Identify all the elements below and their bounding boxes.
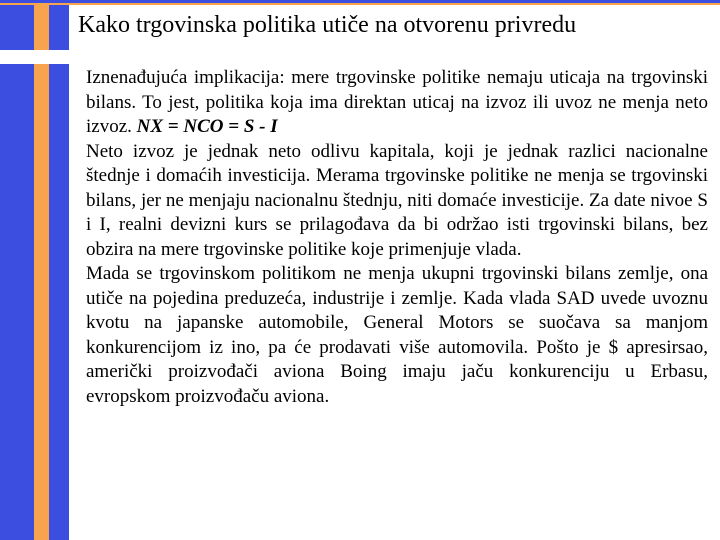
slide-body bbox=[86, 66, 708, 409]
paragraph-implication bbox=[86, 66, 708, 140]
top-border-orange bbox=[0, 3, 720, 5]
formula-nx-nco: NX = NCO = S - I bbox=[136, 116, 278, 137]
paragraph-trade-policy-effects: Mada se trgovinskom politikom ne menja ukupni trgovinski bilans zemlje, ona utiče na pojedina preduzeća, industrije i zemlje. Kada vlada SAD uvede uvoznu kvotu na japanske automobile, General Motors se suočava sa manjom konkurencijom iz ino, pa će prodavati više automovila. Pošto je $ apresirsao, američki proizvođači aviona Boing imaju jaču konkurenciju u Erbasu, evropskom proizvođaču aviona. bbox=[86, 263, 708, 407]
slide-title: Kako trgovinska politika utiče na otvorenu privredu bbox=[78, 12, 577, 38]
left-accent-bar-orange bbox=[34, 0, 49, 540]
left-accent-bar-blue-inner bbox=[49, 0, 69, 540]
title-underline-band bbox=[0, 50, 720, 64]
paragraph-net-export: Neto izvoz je jednak neto odlivu kapitala, koji je jednak razlici nacionalne štednje i domaćih investicija. Merama trgovinske politike ne menja se trgovinski bilans, jer ne menjaju nacionalnu štednju, niti domaće investicije. Za date nivoe S i I, realni devizni kurs se prilagođava da bi održao isti trgovinski bilans, bez obzira na mere trgovinske politike koje primenjuje vlada. bbox=[86, 140, 708, 260]
paragraph-implication-text: Iznenađujuća implikacija: mere trgovinske politike nemaju uticaja na trgovinski bilans. To jest, politika koja ima direktan uticaj na izvoz ili uvoz ne menja neto izvoz. bbox=[86, 67, 708, 137]
left-accent-bar-blue bbox=[0, 0, 34, 540]
